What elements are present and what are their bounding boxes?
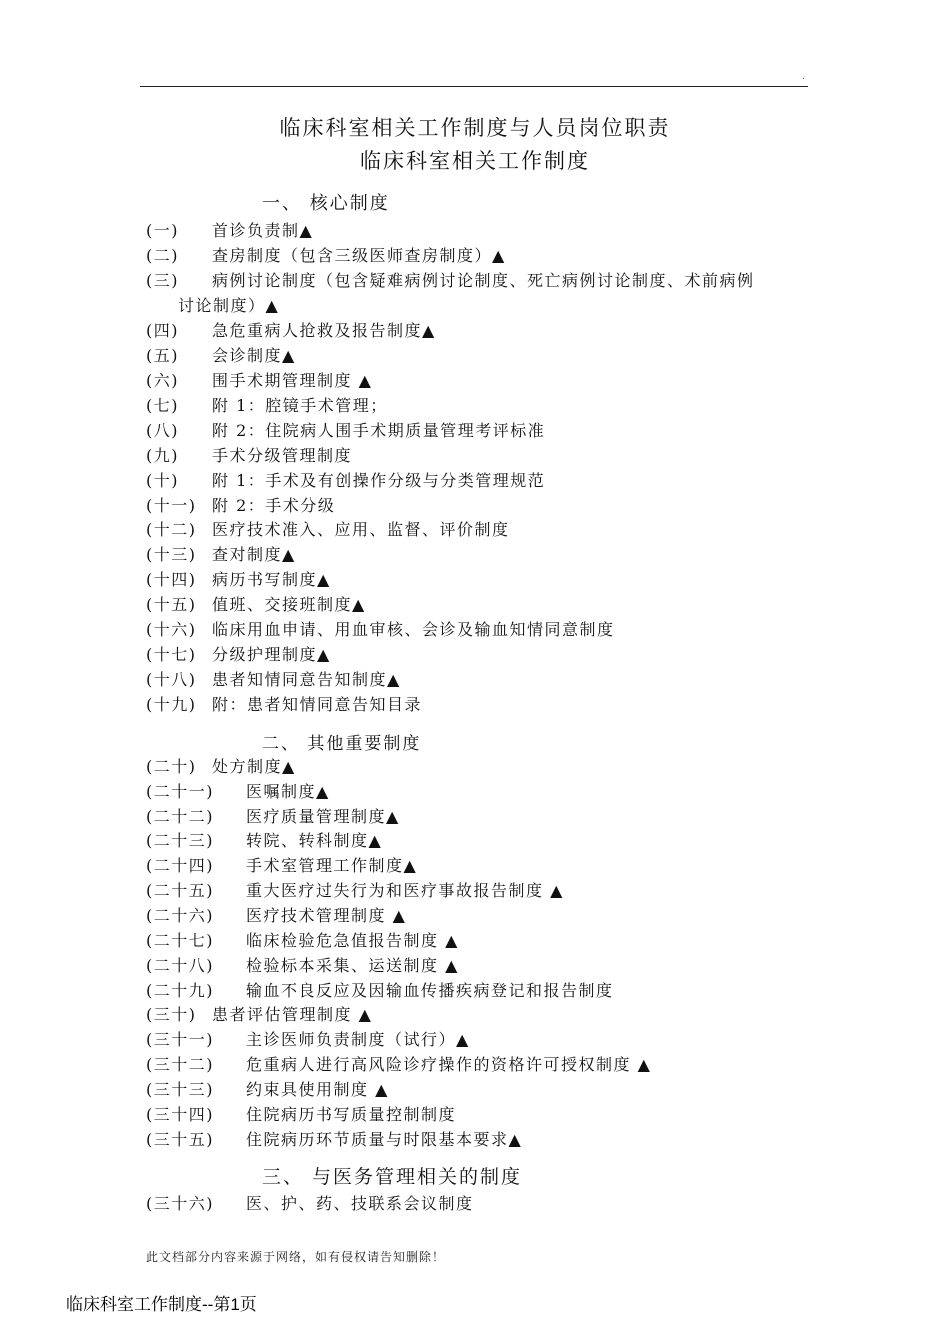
item-text: 医疗技术准入、应用、监督、评价制度 [212, 520, 510, 539]
item-text: 附：患者知情同意告知目录 [212, 695, 423, 714]
item-number: (十四) [146, 570, 197, 589]
item-text: 急危重病人抢救及报告制度▲ [212, 321, 436, 340]
copyright-note: 此文档部分内容来源于网络，如有侵权请告知删除！ [146, 1250, 446, 1264]
item-number: (三) [146, 271, 179, 290]
section-heading-medical-affairs: 三、 与医务管理相关的制度 [262, 1166, 523, 1188]
item-number: (十五) [146, 595, 197, 614]
item-text: 检验标本采集、运送制度 ▲ [246, 956, 459, 975]
item-number: (三十二) [146, 1055, 214, 1074]
item-number: (十九) [146, 695, 197, 714]
item-number: (十六) [146, 620, 197, 639]
item-text: 输血不良反应及因输血传播疾病登记和报告制度 [246, 981, 614, 1000]
item-text: 重大医疗过失行为和医疗事故报告制度 ▲ [246, 881, 564, 900]
item-number: (十二) [146, 520, 197, 539]
item-text-continuation: 讨论制度）▲ [178, 296, 280, 315]
item-text: 值班、交接班制度▲ [212, 595, 366, 614]
item-text: 患者评估管理制度 ▲ [212, 1005, 373, 1024]
item-text: 医疗技术管理制度 ▲ [246, 906, 407, 925]
header-rule [140, 86, 808, 87]
item-number: (十三) [146, 545, 197, 564]
item-text: 分级护理制度▲ [212, 645, 331, 664]
item-number: (二) [146, 246, 179, 265]
document-title: 临床科室相关工作制度与人员岗位职责 [279, 116, 671, 140]
item-number: (三十) [146, 1005, 197, 1024]
item-number: (十) [146, 471, 179, 490]
item-number: (二十二) [146, 807, 214, 826]
item-text: 手术分级管理制度 [212, 446, 353, 465]
page-footer: 临床科室工作制度--第1页 [66, 1295, 257, 1314]
item-text: 手术室管理工作制度▲ [246, 856, 418, 875]
item-text: 临床检验危急值报告制度 ▲ [246, 931, 459, 950]
item-text: 住院病历书写质量控制制度 [246, 1105, 457, 1124]
item-number: (二十九) [146, 981, 214, 1000]
item-number: (三十一) [146, 1030, 214, 1049]
item-number: (十八) [146, 670, 197, 689]
item-number: (九) [146, 446, 179, 465]
item-number: (三十三) [146, 1080, 214, 1099]
item-number: (三十五) [146, 1130, 214, 1149]
item-text: 首诊负责制▲ [212, 221, 314, 240]
item-number: (五) [146, 346, 179, 365]
item-text: 医疗质量管理制度▲ [246, 807, 400, 826]
item-text: 附 1：腔镜手术管理； [212, 396, 388, 415]
item-number: (三十四) [146, 1105, 214, 1124]
item-text: 约束具使用制度 ▲ [246, 1080, 389, 1099]
item-number: (六) [146, 371, 179, 390]
item-text: 围手术期管理制度 ▲ [212, 371, 373, 390]
item-text: 病历书写制度▲ [212, 570, 331, 589]
item-text: 处方制度▲ [212, 757, 296, 776]
item-number: (二十七) [146, 931, 214, 950]
item-number: (三十六) [146, 1194, 214, 1213]
item-number: (十一) [146, 496, 197, 515]
item-text: 主诊医师负责制度（试行）▲ [246, 1030, 470, 1049]
item-text: 医嘱制度▲ [246, 782, 330, 801]
item-number: (二十三) [146, 831, 214, 850]
item-text: 附 2：手术分级 [212, 496, 336, 515]
section-heading-other: 二、 其他重要制度 [262, 734, 422, 754]
item-number: (十七) [146, 645, 197, 664]
item-text: 查房制度（包含三级医师查房制度）▲ [212, 246, 506, 265]
item-number: (八) [146, 421, 179, 440]
item-text: 附 2：住院病人围手术期质量管理考评标准 [212, 421, 546, 440]
item-text: 患者知情同意告知制度▲ [212, 670, 401, 689]
header-mark: . [802, 72, 805, 82]
item-number: (二十) [146, 757, 197, 776]
item-text: 住院病历环节质量与时限基本要求▲ [246, 1130, 523, 1149]
item-text: 附 1：手术及有创操作分级与分类管理规范 [212, 471, 546, 490]
item-number: (二十六) [146, 906, 214, 925]
item-number: (二十四) [146, 856, 214, 875]
item-number: (二十五) [146, 881, 214, 900]
item-text: 转院、转科制度▲ [246, 831, 383, 850]
item-text: 医、护、药、技联系会议制度 [246, 1194, 474, 1213]
item-text: 病例讨论制度（包含疑难病例讨论制度、死亡病例讨论制度、术前病例 [212, 271, 755, 290]
section-heading-core: 一、 核心制度 [262, 193, 390, 214]
document-subtitle: 临床科室相关工作制度 [360, 149, 590, 173]
item-number: (一) [146, 221, 179, 240]
item-number: (四) [146, 321, 179, 340]
item-number: (二十八) [146, 956, 214, 975]
item-number: (七) [146, 396, 179, 415]
item-text: 危重病人进行高风险诊疗操作的资格许可授权制度 ▲ [246, 1055, 652, 1074]
item-text: 查对制度▲ [212, 545, 296, 564]
item-number: (二十一) [146, 782, 214, 801]
item-text: 会诊制度▲ [212, 346, 296, 365]
item-text: 临床用血申请、用血审核、会诊及输血知情同意制度 [212, 620, 615, 639]
